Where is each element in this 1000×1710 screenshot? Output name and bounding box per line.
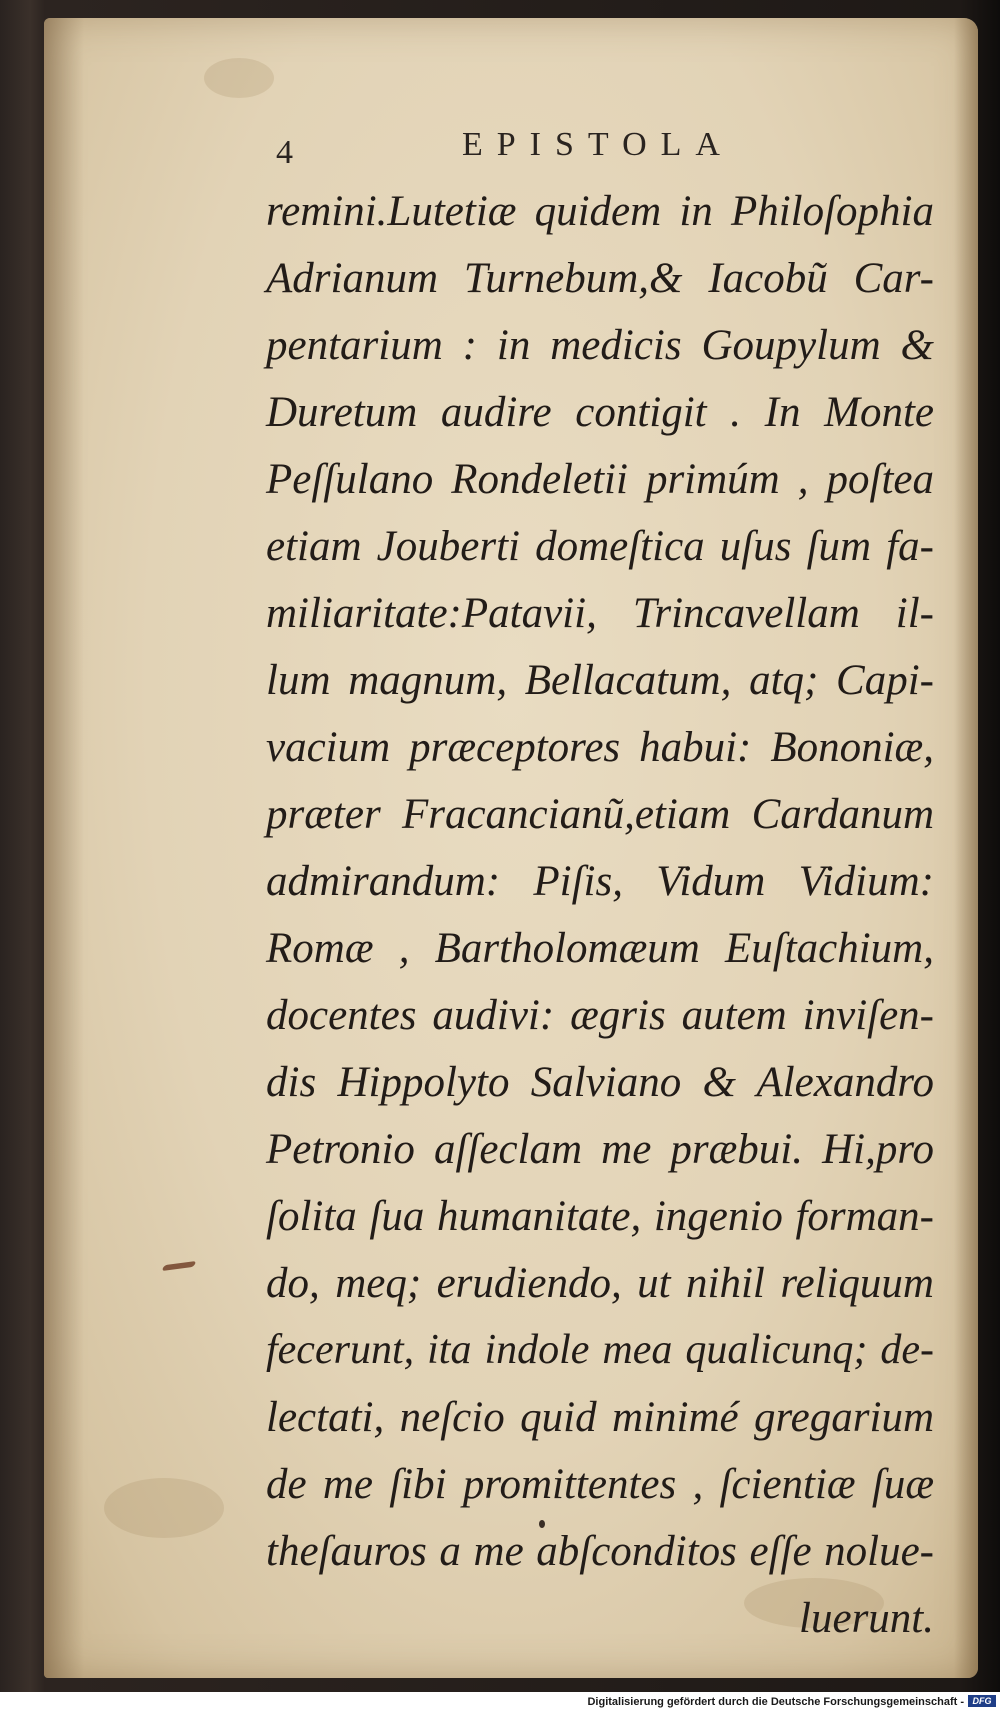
page-title: EPISTOLA xyxy=(462,126,734,163)
text-line: ſolita ſua humanitate, ingenio forman- xyxy=(266,1193,934,1240)
page-shadow-left xyxy=(44,18,84,1678)
text-line: lectati, neſcio quid minimé gregarium xyxy=(266,1394,934,1441)
text-line: theſauros a me abſconditos eſſe nolue- xyxy=(266,1528,934,1575)
text-line: miliaritate:Patavii, Trincavellam il- xyxy=(266,590,934,637)
margin-ink-mark xyxy=(162,1261,197,1271)
dfg-logo: DFG xyxy=(968,1695,996,1707)
footer-bar xyxy=(0,1692,1000,1710)
text-line: etiam Jouberti domeſtica uſus ſum fa- xyxy=(266,523,934,570)
text-line: vacium præceptores habui: Bononiæ, xyxy=(266,724,934,771)
text-line: Duretum audire contigit . In Monte xyxy=(266,389,934,436)
text-line: remini.Lutetiæ quidem in Philoſophia xyxy=(266,188,934,235)
text-line: Peſſulano Rondeletii primúm , poſtea xyxy=(266,456,934,503)
paper-stain xyxy=(104,1478,224,1538)
text-line: lum magnum, Bellacatum, atq; Capi- xyxy=(266,657,934,704)
running-head xyxy=(44,120,978,170)
catchword: luerunt. xyxy=(799,1595,934,1642)
text-line: Romæ , Bartholomæum Euſtachium, xyxy=(266,925,934,972)
text-line: docentes audivi: ægris autem inviſen- xyxy=(266,992,934,1039)
book-page xyxy=(44,18,978,1678)
ink-dot xyxy=(539,1520,545,1528)
page-shadow-right xyxy=(954,18,978,1678)
page-number: 4 xyxy=(276,134,293,171)
text-line: admirandum: Piſis, Vidum Vidium: xyxy=(266,858,934,905)
funding-credit: Digitalisierung gefördert durch die Deutsche Forschungsgemeinschaft - xyxy=(587,1696,964,1708)
body-text xyxy=(266,178,934,1652)
text-line: Adrianum Turnebum,& Iacobũ Car- xyxy=(266,255,934,302)
text-line: Petronio aſſeclam me præbui. Hi,pro xyxy=(266,1126,934,1173)
text-line: pentarium : in medicis Goupylum & xyxy=(266,322,934,369)
text-line: do, meq; erudiendo, ut nihil reliquum xyxy=(266,1260,934,1307)
text-line: fecerunt, ita indole mea qualicunq; de- xyxy=(266,1327,934,1373)
paper-stain xyxy=(204,58,274,98)
text-line: præter Fracancianũ,etiam Cardanum xyxy=(266,791,934,838)
text-line: de me ſibi promittentes , ſcientiæ ſuæ xyxy=(266,1461,934,1508)
text-line: dis Hippolyto Salviano & Alexandro xyxy=(266,1059,934,1106)
